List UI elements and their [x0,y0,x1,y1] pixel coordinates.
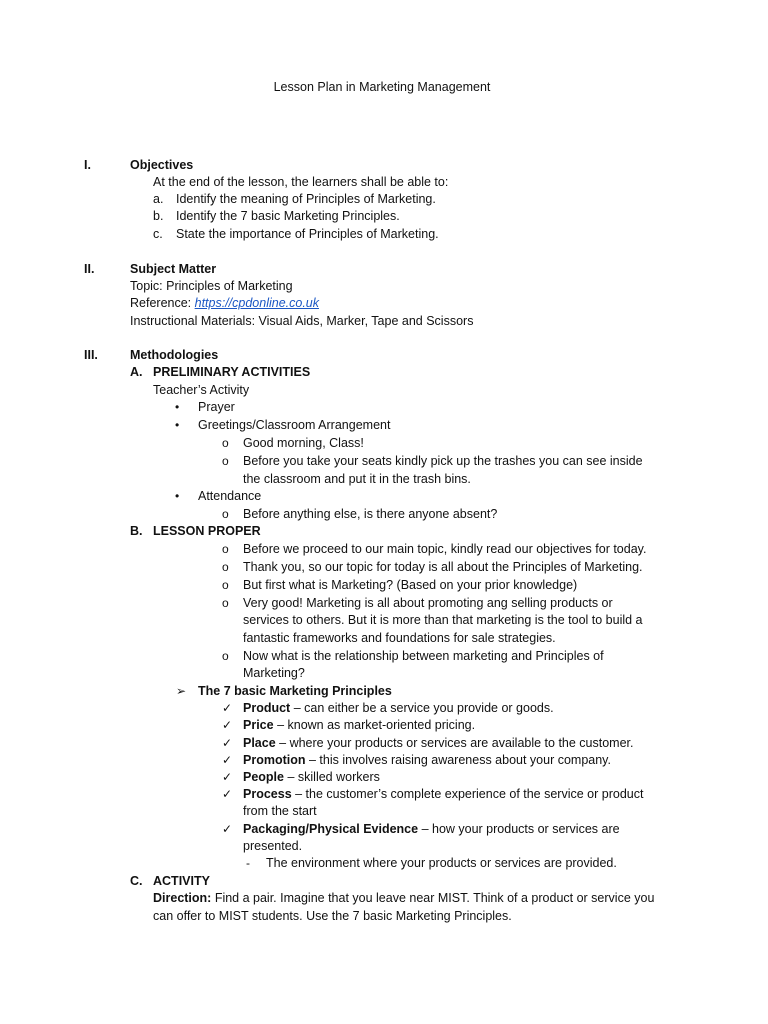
list-item: Greetings/Classroom Arrangement [198,418,391,432]
arrow-bullet-icon: ➢ [176,684,187,698]
list-item: Before anything else, is there anyone absent? [243,507,498,521]
list-item-continued: Marketing? [243,666,305,680]
materials-line: Instructional Materials: Visual Aids, Marker, Tape and Scissors [130,314,474,328]
list-item-continued: services to others. But it is more than that marketing is the tool to build a [243,613,643,627]
list-item: Before you take your seats kindly pick up the trashes you can see inside [243,454,643,468]
teachers-activity-label: Teacher’s Activity [153,383,250,397]
principle-description: – where your products or services are available to the customer. [275,736,634,750]
list-item: Very good! Marketing is all about promoting ang selling products or [243,596,613,610]
list-item: Prayer [198,400,235,414]
principle-item-continued: presented. [243,839,303,853]
section-1-number: I. [84,158,91,172]
principle-description: – the customer’s complete experience of the service or product [291,787,644,801]
circle-bullet-icon: o [222,436,229,450]
list-item: Thank you, so our topic for today is all about the Principles of Marketing. [243,560,643,574]
principle-term: Promotion [243,753,306,767]
direction-label: Direction: [153,891,212,905]
list-item: Attendance [198,489,262,503]
circle-bullet-icon: o [222,507,229,521]
circle-bullet-icon: o [222,578,229,592]
check-icon: ✓ [222,753,233,767]
reference-label: Reference: [130,296,195,310]
principle-item [243,769,380,786]
principle-item [243,786,643,803]
principle-description: – this involves raising awareness about your company. [305,753,611,767]
principle-term: Place [243,736,276,750]
direction-line-continued: can offer to MIST students. Use the 7 basic Marketing Principles. [153,909,512,923]
section-2-number: II. [84,262,95,276]
principle-term: People [243,770,284,784]
circle-bullet-icon: o [222,649,229,663]
principle-item [243,752,611,769]
objective-marker: c. [153,227,163,241]
circle-bullet-icon: o [222,454,229,468]
reference-line [130,295,319,312]
section-3-number: III. [84,348,98,362]
principle-term: Price [243,718,274,732]
list-item-continued: the classroom and put it in the trash bins. [243,472,471,486]
subsection-c-heading: ACTIVITY [153,874,210,888]
principle-term: Product [243,701,291,715]
check-icon: ✓ [222,718,233,732]
subsection-b-marker: B. [130,524,143,538]
page-title: Lesson Plan in Marketing Management [273,80,491,94]
objectives-intro: At the end of the lesson, the learners shall be able to: [153,175,449,189]
dash-bullet-icon: - [246,856,250,870]
list-item: Good morning, Class! [243,436,364,450]
topic-line: Topic: Principles of Marketing [130,279,293,293]
list-item: Before we proceed to our main topic, kindly read our objectives for today. [243,542,647,556]
bullet-icon: • [175,418,180,432]
direction-text: Find a pair. Imagine that you leave near MIST. Think of a product or service you [211,891,655,905]
objective-marker: b. [153,209,164,223]
list-item: But first what is Marketing? (Based on your prior knowledge) [243,578,578,592]
direction-line [153,890,654,907]
principle-item [243,821,620,838]
principle-description: – known as market-oriented pricing. [273,718,476,732]
list-item: The environment where your products or services are provided. [266,856,617,870]
objective-marker: a. [153,192,164,206]
check-icon: ✓ [222,701,233,715]
principle-description: – can either be a service you provide or goods. [290,701,554,715]
principle-item-continued: from the start [243,804,317,818]
principles-heading: The 7 basic Marketing Principles [198,684,392,698]
objective-item: Identify the meaning of Principles of Marketing. [176,192,436,206]
principle-term: Process [243,787,292,801]
subsection-c-marker: C. [130,874,143,888]
reference-link[interactable]: https://cpdonline.co.uk [194,296,320,310]
check-icon: ✓ [222,822,233,836]
principle-description: – how your products or services are [418,822,620,836]
section-3-heading: Methodologies [130,348,219,362]
circle-bullet-icon: o [222,560,229,574]
bullet-icon: • [175,400,180,414]
circle-bullet-icon: o [222,596,229,610]
subsection-b-heading: LESSON PROPER [153,524,261,538]
subsection-a-heading: PRELIMINARY ACTIVITIES [153,365,311,379]
objective-item: Identify the 7 basic Marketing Principles. [176,209,400,223]
check-icon: ✓ [222,770,233,784]
bullet-icon: • [175,489,180,503]
circle-bullet-icon: o [222,542,229,556]
principle-item [243,700,554,717]
check-icon: ✓ [222,736,233,750]
principle-item [243,717,475,734]
section-1-heading: Objectives [130,158,194,172]
principle-item [243,735,633,752]
list-item-continued: fantastic frameworks and foundations for sale strategies. [243,631,556,645]
subsection-a-marker: A. [130,365,143,379]
check-icon: ✓ [222,787,233,801]
principle-description: – skilled workers [284,770,380,784]
objective-item: State the importance of Principles of Marketing. [176,227,439,241]
principle-term: Packaging/Physical Evidence [243,822,419,836]
section-2-heading: Subject Matter [130,262,217,276]
list-item: Now what is the relationship between marketing and Principles of [243,649,604,663]
